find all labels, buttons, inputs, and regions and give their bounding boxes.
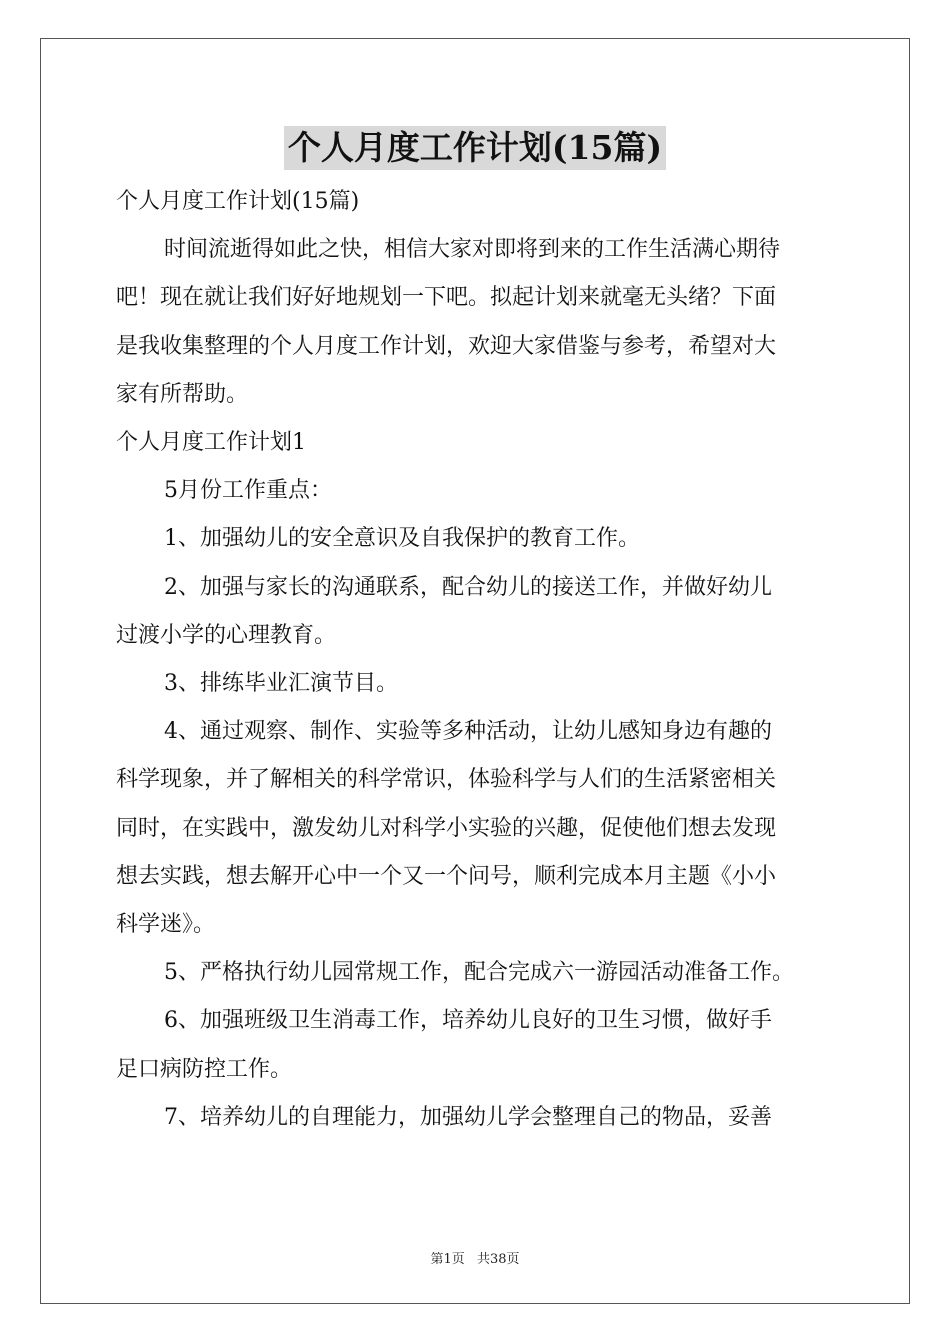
text-line: 科学迷》。: [116, 912, 216, 938]
text-line: 家有所帮助。: [116, 381, 249, 407]
page-footer: [0, 1248, 950, 1267]
text-line: 过渡小学的心理教育。: [116, 622, 337, 648]
document-title: 个人月度工作计划(15篇): [284, 126, 666, 170]
page-number: 第1页: [430, 1252, 465, 1267]
document-body: [116, 178, 836, 1142]
text-line: 个人月度工作计划1: [116, 430, 306, 456]
text-line: 同时，在实践中，激发幼儿对科学小实验的兴趣，促使他们想去发现: [116, 815, 777, 841]
text-line: 3、排练毕业汇演节目。: [164, 671, 398, 697]
text-line: 4、通过观察、制作、实验等多种活动，让幼儿感知身边有趣的: [164, 719, 772, 745]
text-line: 5、严格执行幼儿园常规工作，配合完成六一游园活动准备工作。: [164, 960, 794, 986]
text-line: 1、加强幼儿的安全意识及自我保护的教育工作。: [164, 526, 640, 552]
text-line: 个人月度工作计划(15篇): [116, 189, 360, 214]
text-line: 吧！现在就让我们好好地规划一下吧。拟起计划来就毫无头绪？下面: [116, 285, 777, 311]
text-line: 足口病防控工作。: [116, 1056, 293, 1082]
text-line: 科学现象，并了解相关的科学常识，体验科学与人们的生活紧密相关: [116, 767, 777, 793]
text-line: 时间流逝得如此之快，相信大家对即将到来的工作生活满心期待: [164, 237, 781, 263]
page-total: 共38页: [476, 1252, 520, 1267]
text-line: 6、加强班级卫生消毒工作，培养幼儿良好的卫生习惯，做好手: [164, 1008, 772, 1034]
text-line: 是我收集整理的个人月度工作计划，欢迎大家借鉴与参考，希望对大: [116, 333, 777, 359]
text-line: 7、培养幼儿的自理能力，加强幼儿学会整理自己的物品，妥善: [164, 1104, 772, 1130]
text-line: 2、加强与家长的沟通联系，配合幼儿的接送工作，并做好幼儿: [164, 574, 772, 600]
text-line: 5月份工作重点：: [164, 478, 332, 504]
text-line: 想去实践，想去解开心中一个又一个问号，顺利完成本月主题《小小: [116, 863, 777, 889]
title-wrap: [0, 126, 950, 170]
